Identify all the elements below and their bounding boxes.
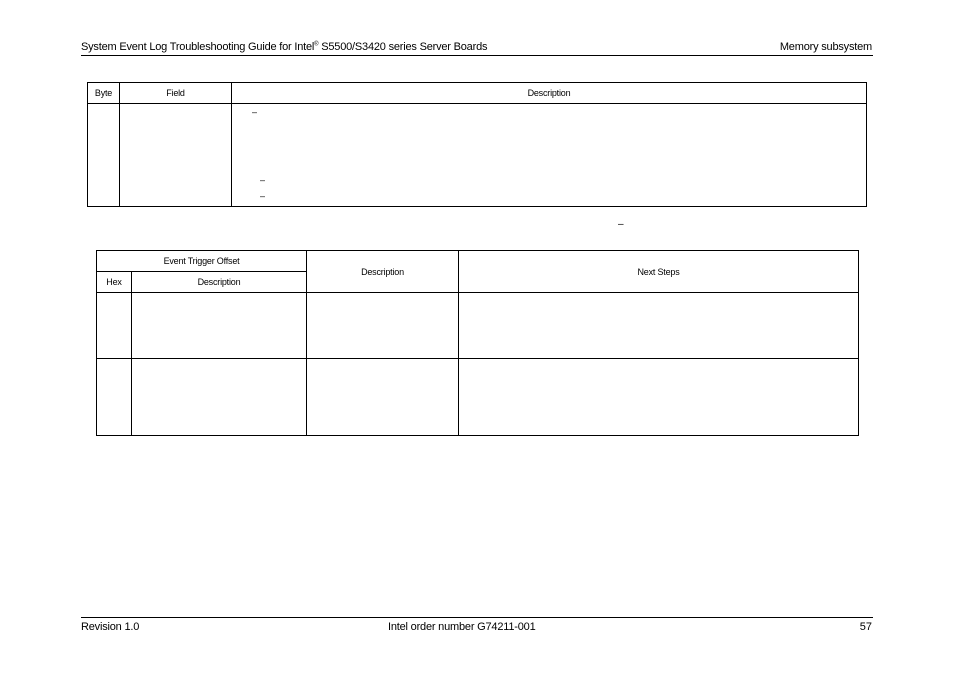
- offset-description-cell: [132, 293, 307, 359]
- column-header-offset-description: Description: [132, 272, 307, 293]
- offset-description-cell: [132, 359, 307, 436]
- byte-cell: [88, 104, 120, 207]
- column-header-next-steps: Next Steps: [459, 251, 859, 293]
- footer-order-number: Intel order number G74211-001: [388, 621, 536, 633]
- page-number: 57: [859, 621, 872, 633]
- next-steps-cell: [459, 359, 859, 436]
- column-header-field: Field: [120, 83, 232, 104]
- page-header-title: System Event Log Troubleshooting Guide for Intel® S5500/S3420 series Server Boards: [81, 41, 488, 53]
- header-divider: [81, 55, 873, 56]
- table-row: [97, 293, 859, 359]
- event-table: [96, 250, 859, 436]
- field-table-header-row: [88, 83, 867, 104]
- bullet-dash: –: [260, 175, 265, 185]
- page-header-section: Memory subsystem: [779, 41, 872, 53]
- field-table: [87, 82, 867, 207]
- description-cell: [307, 293, 459, 359]
- bullet-dash: –: [260, 191, 265, 201]
- footer-divider: [81, 617, 873, 618]
- table-row: [97, 359, 859, 436]
- description-cell: [232, 104, 867, 207]
- hex-cell: [97, 293, 132, 359]
- column-header-description: Description: [232, 83, 867, 104]
- field-table-row: [88, 104, 867, 207]
- caption-dash: –: [618, 219, 624, 230]
- column-header-description: Description: [307, 251, 459, 293]
- description-cell: [307, 359, 459, 436]
- hex-cell: [97, 359, 132, 436]
- column-header-event-trigger-offset: Event Trigger Offset: [97, 251, 307, 272]
- column-header-hex: Hex: [97, 272, 132, 293]
- next-steps-cell: [459, 293, 859, 359]
- footer-revision: Revision 1.0: [81, 621, 140, 633]
- field-cell: [120, 104, 232, 207]
- bullet-dash: –: [252, 107, 257, 117]
- column-header-byte: Byte: [88, 83, 120, 104]
- event-table-header-row: [97, 251, 859, 272]
